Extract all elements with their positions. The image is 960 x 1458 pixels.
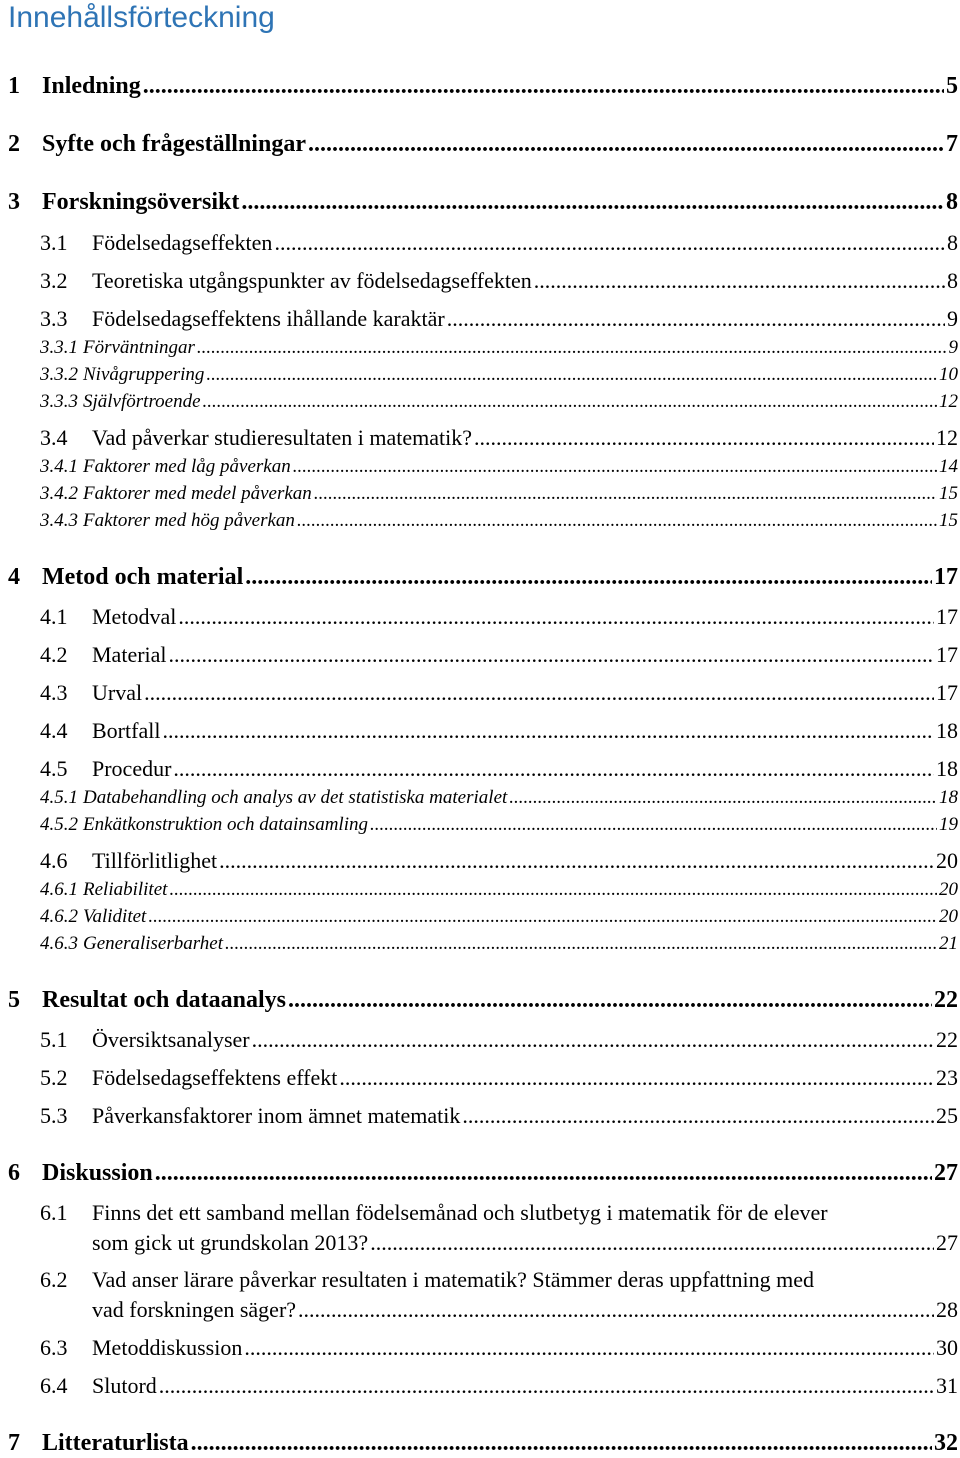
toc-leader [241, 187, 944, 217]
toc-number: 6 [8, 1160, 20, 1186]
toc-page: 8 [947, 268, 958, 293]
toc-number: 5 [8, 987, 20, 1013]
toc-label: Nivågruppering [83, 364, 205, 385]
toc-number: 4.5.2 [40, 814, 78, 835]
toc-number: 6.2 [40, 1267, 68, 1292]
toc-entry-7[interactable] [8, 1428, 958, 1458]
toc-page: 10 [939, 364, 958, 385]
toc-page: 9 [948, 337, 958, 358]
toc-leader [206, 363, 937, 387]
toc-label: Faktorer med hög påverkan [83, 510, 295, 531]
toc-entry-5-1[interactable] [40, 1026, 958, 1054]
toc-number: 3.2 [40, 268, 68, 293]
toc-label: Inledning [42, 73, 141, 99]
toc-page: 18 [936, 756, 958, 781]
toc-label: Validitet [83, 906, 147, 927]
toc-leader [219, 847, 934, 875]
toc-label: Urval [92, 680, 143, 705]
toc-entry-4-6-1[interactable] [40, 878, 958, 902]
toc-leader [225, 932, 937, 956]
toc-number: 4.4 [40, 718, 68, 743]
toc-leader [274, 229, 945, 257]
toc-number: 3.3.3 [40, 391, 78, 412]
toc-entry-4-2[interactable] [40, 641, 958, 669]
toc-number: 4 [8, 564, 20, 590]
toc-label: Syfte och frågeställningar [42, 131, 306, 157]
toc-label: Faktorer med låg påverkan [83, 456, 291, 477]
toc-number: 6.3 [40, 1335, 68, 1360]
toc-page: 5 [946, 73, 958, 99]
toc-label: Födelsedagseffektens effekt [92, 1065, 338, 1090]
toc-entry-3-1[interactable] [40, 229, 958, 257]
toc-label: Procedur [92, 756, 172, 781]
toc-page: 20 [936, 848, 958, 873]
toc-number: 6.4 [40, 1373, 68, 1398]
toc-page: 31 [936, 1373, 958, 1398]
toc-label: Födelsedagseffektens ihållande karaktär [92, 306, 445, 331]
toc-number: 3.1 [40, 230, 68, 255]
toc-entry-3-2[interactable] [40, 267, 958, 295]
toc-entry-3-3-3[interactable] [40, 390, 958, 414]
toc-leader [447, 305, 945, 333]
toc-page: 27 [936, 1230, 958, 1255]
toc-label: Födelsedagseffekten [92, 230, 273, 255]
toc-entry-5[interactable] [8, 985, 958, 1015]
toc-leader [144, 679, 934, 707]
toc-label: Diskussion [42, 1160, 153, 1186]
toc-leader [173, 755, 934, 783]
toc-leader [252, 1026, 934, 1054]
toc-page: 15 [939, 510, 958, 531]
toc-entry-4-6-3[interactable] [40, 932, 958, 956]
toc-label: Översiktsanalyser [92, 1027, 250, 1052]
toc-leader [178, 603, 934, 631]
toc-number: 3.4.2 [40, 483, 78, 504]
toc-entry-4-5-1[interactable] [40, 786, 958, 810]
toc-number: 3.3 [40, 306, 68, 331]
toc-leader [308, 129, 944, 159]
toc-label: Teoretiska utgångspunkter av födelsedagseffekten [92, 268, 532, 293]
toc-page: 12 [936, 425, 958, 450]
toc-leader [297, 509, 937, 533]
toc-leader [462, 1102, 934, 1130]
toc-leader [370, 1228, 934, 1258]
toc-title: Innehållsförteckning [8, 1, 275, 34]
toc-page: 9 [947, 306, 958, 331]
toc-page: 23 [936, 1065, 958, 1090]
toc-label: Forskningsöversikt [42, 189, 240, 215]
toc-leader [203, 390, 938, 414]
toc-label: Generaliserbarhet [83, 933, 224, 954]
toc-page: 19 [939, 814, 958, 835]
toc-label: Litteraturlista [42, 1430, 189, 1456]
toc-label-line1: Finns det ett samband mellan födelsemånad och slutbetyg i matematik för de elever [92, 1200, 828, 1225]
toc-entry-6-2[interactable] [40, 1265, 958, 1325]
toc-page: 22 [934, 987, 958, 1013]
toc-leader [245, 562, 932, 592]
toc-label: Resultat och dataanalys [42, 987, 287, 1013]
toc-leader [339, 1064, 934, 1092]
toc-entry-3-3-2[interactable] [40, 363, 958, 387]
toc-entry-3-4-3[interactable] [40, 509, 958, 533]
toc-page: 32 [934, 1430, 958, 1456]
toc-label: Databehandling och analys av det statistiska materialet [83, 787, 508, 808]
toc-number: 4.6.3 [40, 933, 78, 954]
toc-label: Påverkansfaktorer inom ämnet matematik [92, 1103, 461, 1128]
toc-number: 7 [8, 1430, 20, 1456]
toc-entry-2[interactable] [8, 129, 958, 159]
toc-entry-4-1[interactable] [40, 603, 958, 631]
toc-leader [534, 267, 945, 295]
toc-entry-6-4[interactable] [40, 1372, 958, 1400]
toc-entry-4-4[interactable] [40, 717, 958, 745]
toc-leader [143, 71, 944, 101]
toc-number: 4.5.1 [40, 787, 78, 808]
toc-number: 3.4.1 [40, 456, 78, 477]
toc-entry-4-3[interactable] [40, 679, 958, 707]
toc-page: 17 [936, 604, 958, 629]
toc-entry-3-4-1[interactable] [40, 455, 958, 479]
toc-label: Metod och material [42, 564, 244, 590]
toc-entry-4[interactable] [8, 562, 958, 592]
toc-leader [370, 813, 937, 837]
toc-entry-6[interactable] [8, 1158, 958, 1188]
toc-page: 21 [939, 933, 958, 954]
toc-entry-4-5-2[interactable] [40, 813, 958, 837]
toc-page: 14 [939, 456, 958, 477]
toc-page: 30 [936, 1335, 958, 1360]
toc-page: 20 [939, 906, 958, 927]
toc-page: 22 [936, 1027, 958, 1052]
toc-label: Faktorer med medel påverkan [83, 483, 312, 504]
toc-page: 17 [936, 680, 958, 705]
toc-leader [169, 641, 934, 669]
toc-entry-1[interactable] [8, 71, 958, 101]
toc-entry-5-3[interactable] [40, 1102, 958, 1130]
toc-leader [191, 1428, 932, 1458]
toc-entry-4-5[interactable] [40, 755, 958, 783]
toc-number: 2 [8, 131, 20, 157]
toc-number: 4.2 [40, 642, 68, 667]
toc-label: Material [92, 642, 167, 667]
toc-label-line1: Vad anser lärare påverkar resultaten i matematik? Stämmer deras uppfattning med [92, 1267, 815, 1292]
toc-number: 1 [8, 73, 20, 99]
toc-label: Reliabilitet [83, 879, 168, 900]
toc-page: 18 [936, 718, 958, 743]
toc-page: 18 [939, 787, 958, 808]
toc-leader [197, 336, 947, 360]
toc-leader [244, 1334, 934, 1362]
toc-entry-3-4[interactable] [40, 424, 958, 452]
toc-number: 3.3.1 [40, 337, 78, 358]
toc-number: 4.3 [40, 680, 68, 705]
toc-label-line2: som gick ut grundskolan 2013? [92, 1230, 369, 1255]
toc-leader [293, 455, 937, 479]
toc-leader [474, 424, 934, 452]
toc-label: Metodval [92, 604, 177, 629]
toc-entry-3[interactable] [8, 187, 958, 217]
toc-number: 5.3 [40, 1103, 68, 1128]
toc-page: 17 [934, 564, 958, 590]
toc-number: 5.1 [40, 1027, 68, 1052]
toc-number: 3.3.2 [40, 364, 78, 385]
toc-leader [159, 1372, 934, 1400]
toc-leader [169, 878, 937, 902]
toc-entry-4-6-2[interactable] [40, 905, 958, 929]
toc-label: Bortfall [92, 718, 161, 743]
toc-label-line2: vad forskningen säger? [92, 1297, 297, 1322]
toc-page: 7 [946, 131, 958, 157]
toc-number: 3 [8, 189, 20, 215]
toc-label: Tillförlitlighet [92, 848, 218, 873]
toc-number: 4.6.2 [40, 906, 78, 927]
toc-page: 17 [936, 642, 958, 667]
toc-entry-5-2[interactable] [40, 1064, 958, 1092]
toc-label: Slutord [92, 1373, 157, 1398]
toc-page: 15 [939, 483, 958, 504]
toc-number: 3.4 [40, 425, 68, 450]
toc-leader [298, 1295, 934, 1325]
toc-leader [162, 717, 934, 745]
toc-number: 4.6.1 [40, 879, 78, 900]
toc-entry-4-6[interactable] [40, 847, 958, 875]
toc-entry-6-3[interactable] [40, 1334, 958, 1362]
toc-leader [148, 905, 937, 929]
toc-page: 20 [939, 879, 958, 900]
toc-label: Självförtroende [83, 391, 201, 412]
toc-page: 28 [936, 1297, 958, 1322]
toc-entry-3-3-1[interactable] [40, 336, 958, 360]
toc-number: 4.1 [40, 604, 68, 629]
toc-label: Vad påverkar studieresultaten i matematik? [92, 425, 472, 450]
toc-entry-3-4-2[interactable] [40, 482, 958, 506]
toc-label: Enkätkonstruktion och datainsamling [83, 814, 368, 835]
toc-leader [314, 482, 937, 506]
toc-entry-3-3[interactable] [40, 305, 958, 333]
toc-number: 4.5 [40, 756, 68, 781]
toc-number: 4.6 [40, 848, 68, 873]
toc-leader [509, 786, 937, 810]
toc-page: 27 [934, 1160, 958, 1186]
toc-leader [155, 1158, 932, 1188]
toc-number: 3.4.3 [40, 510, 78, 531]
toc-page: 12 [939, 391, 958, 412]
toc-page: 8 [947, 230, 958, 255]
toc-label: Metoddiskussion [92, 1335, 243, 1360]
toc-number: 6.1 [40, 1200, 68, 1225]
toc-leader [288, 985, 932, 1015]
toc-page: 8 [946, 189, 958, 215]
toc-number: 5.2 [40, 1065, 68, 1090]
toc-page: 25 [936, 1103, 958, 1128]
toc-entry-6-1[interactable] [40, 1198, 958, 1258]
toc-label: Förväntningar [83, 337, 195, 358]
